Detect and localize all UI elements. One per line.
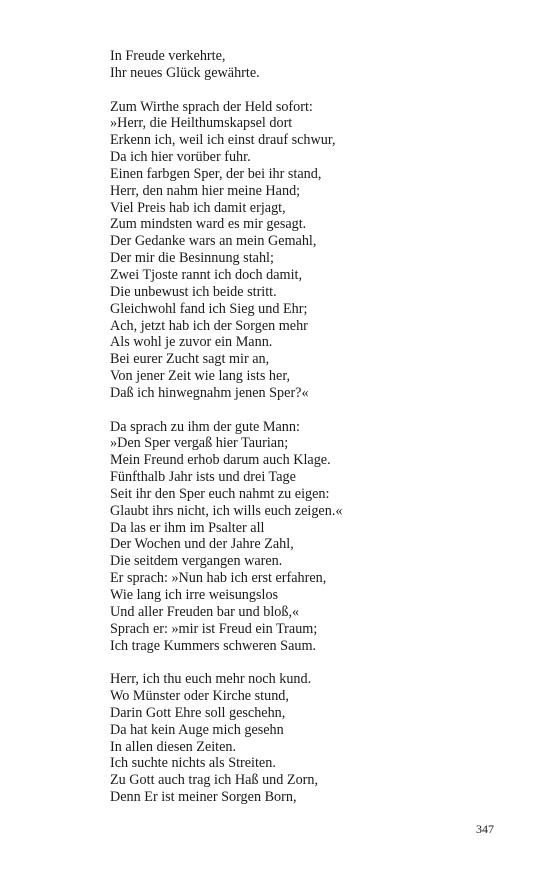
verse-line: Wo Münster oder Kirche stund,: [110, 688, 289, 705]
verse-line: Wie lang ich irre weisungslos: [110, 587, 279, 603]
verse-line: Zum mindsten ward es mir gesagt.: [110, 216, 307, 233]
verse-line: Ich suchte nichts als Streiten.: [110, 755, 276, 772]
verse-line: Ihr neues Glück gewährte.: [110, 64, 260, 81]
verse-line: »Den Sper vergaß hier Taurian;: [110, 435, 289, 452]
verse-line: Sprach er: »mir ist Freud ein Traum;: [110, 620, 318, 637]
stanza-gap: [110, 82, 490, 99]
verse-line: Gleichwohl fand ich Sieg und Ehr;: [110, 300, 308, 317]
stanza: [110, 99, 490, 402]
verse-line: Zu Gott auch trag ich Haß und Zorn,: [110, 772, 319, 789]
verse-line: Da ich hier vorüber fuhr.: [110, 149, 251, 166]
verse-line: Seit ihr den Sper euch nahmt zu eigen:: [110, 485, 330, 502]
verse-line: Darin Gott Ehre soll geschehn,: [110, 704, 286, 721]
verse-line: Da sprach zu ihm der gute Mann:: [110, 418, 300, 435]
stanza: [110, 419, 490, 655]
verse-line: Viel Preis hab ich damit erjagt,: [110, 199, 286, 216]
verse-line: Von jener Zeit wie lang ists her,: [110, 368, 291, 385]
poem-text: [110, 48, 490, 806]
verse-line: Fünfthalb Jahr ists und drei Tage: [110, 469, 296, 486]
verse-line: Daß ich hinwegnahm jenen Sper?«: [110, 384, 309, 401]
verse-line: Die unbewust ich beide stritt.: [110, 283, 277, 300]
verse-line: Als wohl je zuvor ein Mann.: [110, 334, 273, 351]
verse-line: »Herr, die Heilthumskapsel dort: [110, 115, 293, 132]
verse-line: In allen diesen Zeiten.: [110, 738, 237, 755]
verse-line: Und aller Freuden bar und bloß,«: [110, 603, 300, 620]
verse-line: Er sprach: »Nun hab ich erst erfahren,: [110, 570, 327, 587]
verse-line: Zwei Tjoste rannt ich doch damit,: [110, 266, 303, 283]
verse-line: Der mir die Besinnung stahl;: [110, 250, 274, 267]
verse-line: Der Gedanke wars an mein Gemahl,: [110, 233, 317, 250]
verse-line: Einen farbgen Sper, der bei ihr stand,: [110, 165, 322, 182]
stanza-gap: [110, 402, 490, 419]
verse-line: Ach, jetzt hab ich der Sorgen mehr: [110, 317, 308, 334]
verse-line: Der Wochen und der Jahre Zahl,: [110, 536, 294, 553]
verse-line: Da las er ihm im Psalter all: [110, 519, 265, 536]
page-number: 347: [476, 822, 494, 836]
verse-line: Da hat kein Auge mich gesehn: [110, 721, 284, 738]
stanza: [110, 48, 490, 82]
verse-line: Herr, den nahm hier meine Hand;: [110, 182, 301, 199]
verse-line: Mein Freund erhob darum auch Klage.: [110, 452, 331, 469]
verse-line: Die seitdem vergangen waren.: [110, 553, 283, 570]
stanza-gap: [110, 654, 490, 671]
stanza: [110, 671, 490, 806]
verse-line: Glaubt ihrs nicht, ich wills euch zeigen.«: [110, 502, 343, 519]
verse-line: Zum Wirthe sprach der Held sofort:: [110, 98, 313, 115]
verse-line: Denn Er ist meiner Sorgen Born,: [110, 789, 297, 806]
verse-line: In Freude verkehrte,: [110, 48, 226, 64]
verse-line: Ich trage Kummers schweren Saum.: [110, 637, 317, 654]
verse-line: Erkenn ich, weil ich einst drauf schwur,: [110, 132, 336, 149]
verse-line: Bei eurer Zucht sagt mir an,: [110, 351, 270, 368]
verse-line: Herr, ich thu euch mehr noch kund.: [110, 671, 312, 688]
